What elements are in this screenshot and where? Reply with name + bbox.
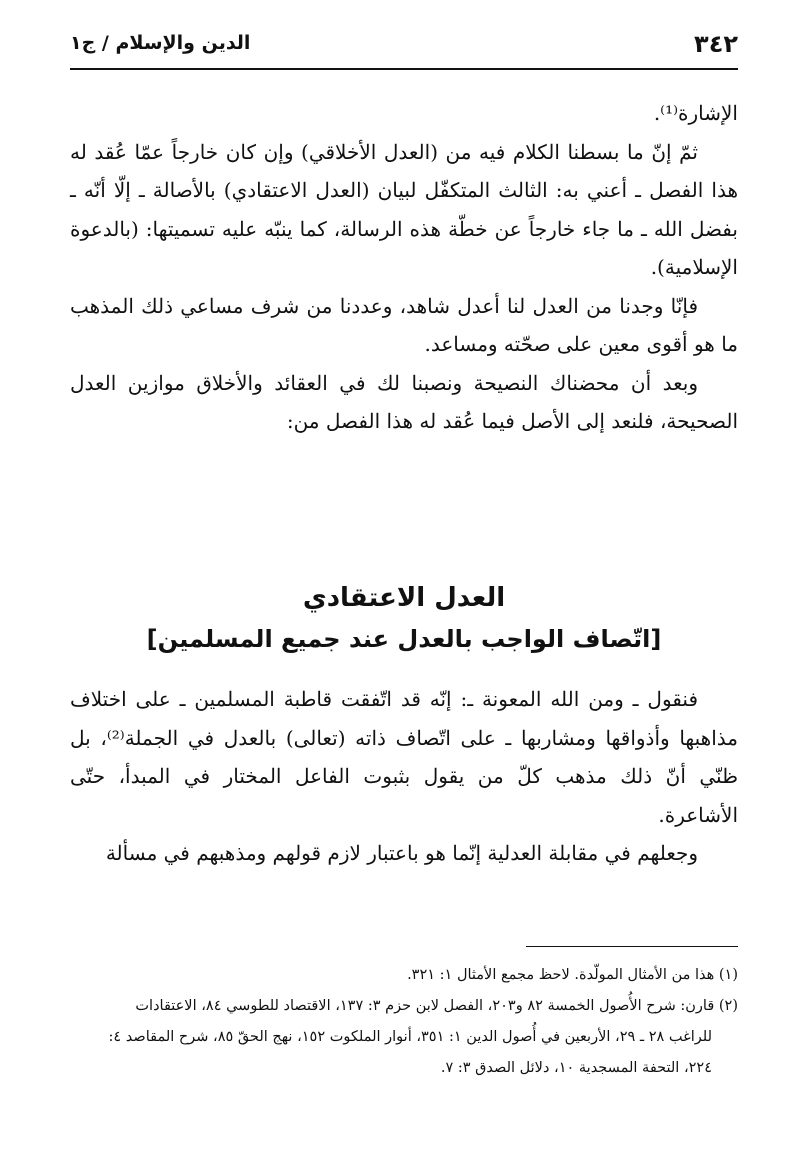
footnotes [70, 960, 738, 1084]
footnote-1: (١) هذا من الأمثال المولّدة. لاحظ مجمع الأمثال ١: ٣٢١. [407, 967, 738, 983]
footnote-2-line-3: ٢٢٤، التحفة المسجدية ١٠، دلائل الصدق ٣: ٧. [440, 1060, 712, 1076]
paragraph-6: وجعلهم في مقابلة العدلية إنّما هو باعتبار لازم قولهم ومذهبهم في مسألة [105, 841, 698, 865]
section-title: العدل الاعتقادي [302, 583, 506, 613]
paragraph-4: وبعد أن محضناك النصيحة ونصبنا لك في العقائد والأخلاق موازين العدل الصحيحة، فلنعد إلى الأصل فيما عُقد له هذا الفصل من: [70, 370, 738, 433]
header-rule [70, 68, 738, 70]
paragraph-5: فنقول ـ ومن الله المعونة ـ: إنّه قد اتّفقت قاطبة المسلمين ـ على اختلاف مذاهبها وأذواقها ومشاربها ـ على اتّصاف ذاته (تعالى) بالعدل في الجملة⁽²⁾، بل ظنّي أنّ ذلك مذهب كلّ من يقول بثبوت الفاعل المختار في المبدأ، حتّى الأشاعرة. [70, 687, 739, 827]
main-text-continued [70, 680, 738, 873]
page-number: ٣٤٢ [694, 30, 738, 58]
book-title: الدين والإسلام / ج١ [70, 32, 251, 54]
footnote-2-line-1: (٢) قارن: شرح الأُصول الخمسة ٨٢ و٢٠٣، الفصل لابن حزم ٣: ١٣٧، الاقتصاد للطوسي ٨٤، الاعتقادات [135, 998, 738, 1014]
main-text [70, 94, 738, 441]
paragraph-1: الإشارة⁽¹⁾. [653, 101, 738, 125]
footnote-2-line-2: للراغب ٢٨ ـ ٢٩، الأربعين في أُصول الدين ١: ٣٥١، أنوار الملكوت ١٥٢، نهج الحقّ ٨٥، شرح المقاصد ٤: [108, 1029, 712, 1045]
section-headings [70, 578, 738, 660]
running-header [70, 30, 738, 64]
section-subtitle: [اتّصاف الواجب بالعدل عند جميع المسلمين] [146, 625, 662, 653]
paragraph-2: ثمّ إنّ ما بسطنا الكلام فيه من (العدل الأخلاقي) وإن كان خارجاً عمّا عُقد له هذا الفصل ـ أعني به: الثالث المتكفّل لبيان (العدل الاعتقادي) بالأصالة ـ إلّا أنّه ـ بفضل الله ـ ما جاء خارجاً عن خطّة هذه الرسالة، كما ينبّه عليه تسميتها: (بالدعوة الإسلامية). [70, 139, 738, 279]
paragraph-3: فإنّا وجدنا من العدل لنا أعدل شاهد، وعددنا من شرف مساعي ذلك المذهب ما هو أقوى معين على صحّته ومساعد. [70, 293, 738, 356]
footnote-rule [526, 946, 738, 947]
